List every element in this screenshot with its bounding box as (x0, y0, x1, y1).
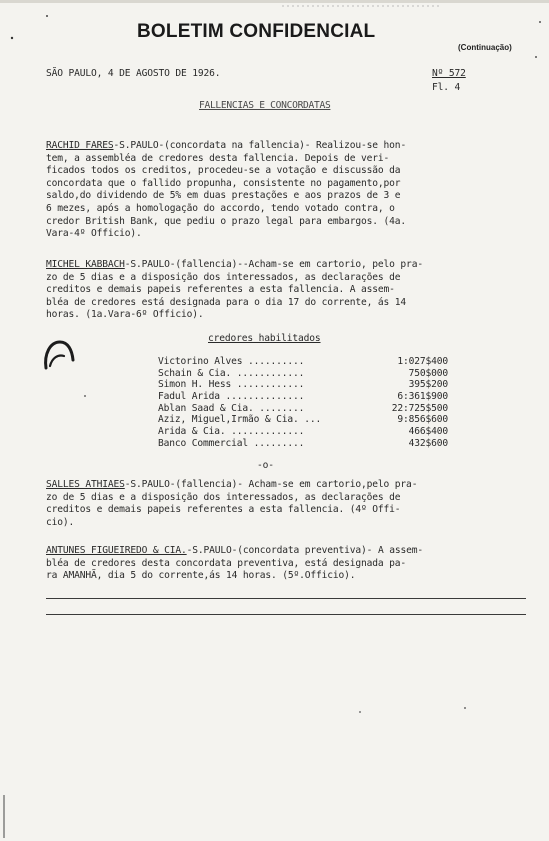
entry-antunes-figueiredo (46, 545, 516, 583)
entry-line: ra AMANHÃ, dia 5 do corrente,ás 14 horas. (5º.Officio). (46, 570, 356, 582)
list-item (158, 356, 448, 368)
list-item (158, 403, 448, 415)
entry-salles-athiaes (46, 479, 516, 529)
entry-name: ANTUNES FIGUEIREDO & CIA. (46, 545, 187, 556)
entry-line: -S.PAULO-(concordata preventiva)- A assem- (186, 545, 423, 556)
entry-name: SALLES ATHIAES (46, 479, 125, 490)
creditor-amount: 9:856$600 (397, 414, 448, 426)
creditor-name: Victorino Alves .......... (158, 356, 305, 367)
entry-line: credor British Bank, que pediu o prazo legal para embargos. (4a. (46, 215, 407, 227)
entry-line: creditos e demais papeis referentes a esta fallencia. A assem- (46, 284, 395, 296)
list-item (158, 438, 448, 450)
creditor-name: Arida & Cia. ............. (158, 426, 305, 438)
creditor-name: Banco Commercial ......... (158, 437, 305, 449)
list-item (158, 368, 448, 380)
entry-line: horas. (1a.Vara-6º Officio). (46, 309, 204, 321)
entry-line: concordata que o fallido propunha, consistente no pagamento,por (46, 177, 401, 189)
entry-line: zo de 5 dias e a disposição dos interessados, as declarações de (46, 271, 401, 283)
creditor-amount: 22:725$500 (391, 402, 448, 414)
creditor-amount: 1:027$400 (397, 356, 448, 367)
continuation-label: (Continuação) (458, 43, 512, 52)
entry-line: cio). (46, 516, 75, 528)
entry-line: 6 mezes, após a homologação do accordo, tendo votado contra, o (46, 202, 395, 214)
sheet-number: Fl. 4 (432, 82, 461, 93)
entry-line: saldo,do dividendo de 5% em duas prestações e aos prazos de 3 e (46, 190, 401, 202)
closing-rule-1 (46, 598, 526, 599)
entry-line: ficados todos os creditos, procedeu-se a votação e discussão da (46, 165, 401, 177)
entry-line: bléa de credores desta concordata preventiva, está designada pa- (46, 557, 407, 569)
creditor-name: Schain & Cia. ............ (158, 367, 305, 379)
bulletin-number: Nº 572 (432, 68, 466, 79)
creditor-amount: 432$600 (408, 437, 448, 449)
entry-line: -S.PAULO-(concordata na fallencia)- Realizou-se hon- (113, 140, 407, 151)
entry-line: Vara-4º Officio). (46, 228, 142, 240)
creditor-amount: 750$000 (408, 367, 448, 379)
creditors-list (158, 356, 448, 450)
list-item (158, 426, 448, 438)
entry-line: -S.PAULO-(fallencia)- Acham-se em cartorio,pelo pra- (124, 479, 418, 490)
creditor-name: Simon H. Hess ............ (158, 379, 305, 391)
creditor-amount: 395$200 (408, 379, 448, 391)
list-item (158, 379, 448, 391)
closing-rule-2 (46, 614, 526, 615)
entry-name: RACHID FARES (46, 140, 114, 151)
section-heading: FALLENCIAS E CONCORDATAS (199, 100, 331, 111)
entry-line: bléa de credores está designada para o dia 17 do corrente, ás 14 (46, 296, 407, 308)
creditor-name: Ablan Saad & Cia. ........ (158, 402, 305, 414)
entry-line: -S.PAULO-(fallencia)--Acham-se em cartorio, pelo pra- (124, 259, 423, 270)
creditors-heading: credores habilitados (208, 333, 321, 344)
creditor-name: Aziz, Miguel,Irmão & Cia. ... (158, 414, 322, 426)
dateline: SÃO PAULO, 4 DE AGOSTO DE 1926. (46, 68, 221, 79)
list-item (158, 391, 448, 403)
entry-line: tem, a assembléa de credores desta fallencia. Depois de veri- (46, 152, 390, 164)
entry-line: zo de 5 dias e a disposição dos interessados, as declarações de (46, 491, 401, 503)
creditor-amount: 466$400 (408, 426, 448, 438)
entry-name: MICHEL KABBACH (46, 259, 125, 270)
handwritten-bracket-mark (40, 336, 80, 376)
entry-rachid-fares (46, 140, 516, 241)
creditor-name: Fadul Arida .............. (158, 391, 305, 403)
entry-line: creditos e demais papeis referentes a esta fallencia. (4º Offi- (46, 504, 401, 516)
document-title: BOLETIM CONFIDENCIAL (137, 21, 376, 42)
list-item (158, 414, 448, 426)
entry-michel-kabbach (46, 259, 516, 322)
creditor-amount: 6:361$900 (397, 391, 448, 403)
separator-mark: -o- (257, 460, 274, 471)
